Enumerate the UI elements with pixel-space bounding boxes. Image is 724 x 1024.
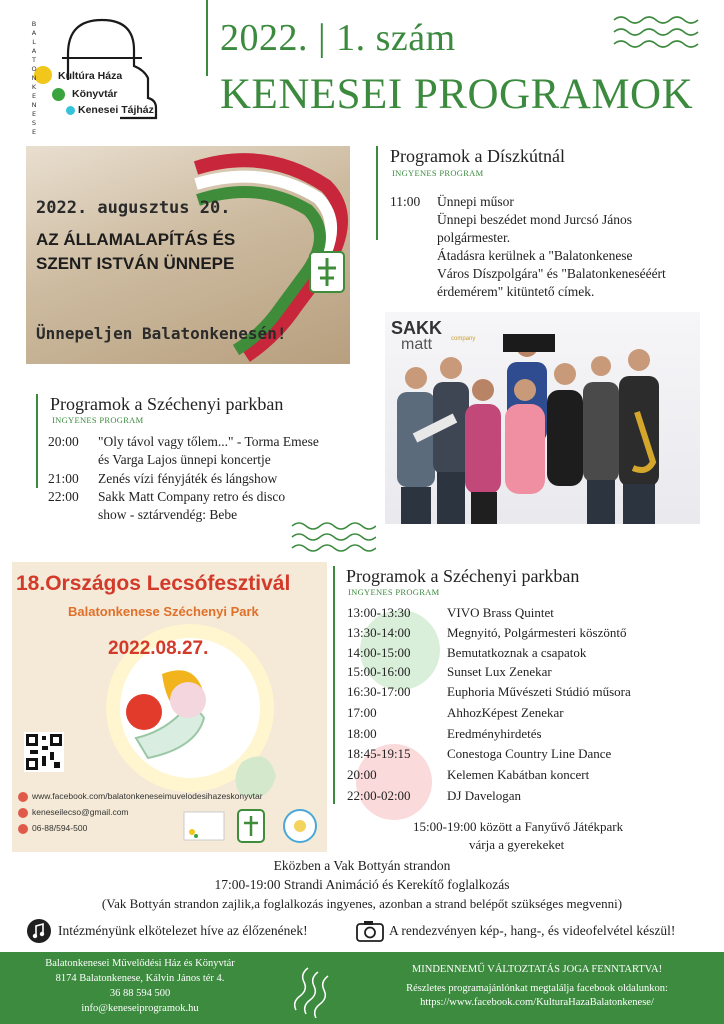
playground-note-2: várja a gyerekeket bbox=[469, 837, 565, 852]
diszkut-line-3: polgármester. bbox=[437, 230, 511, 245]
logo-line-2: Könyvtár bbox=[72, 88, 118, 100]
diszkut-title: Programok a Díszkútnál bbox=[390, 146, 565, 166]
szechenyi2-text-4: Sunset Lux Zenekar bbox=[447, 664, 552, 679]
szechenyi2-time-8: 18:45-19:15 bbox=[347, 746, 411, 761]
logo-line-1: Kultúra Háza bbox=[58, 70, 123, 82]
strand-line-1: Eközben a Vak Bottyán strandon bbox=[273, 858, 451, 873]
szechenyi2-text-8: Conestoga Country Line Dance bbox=[447, 746, 612, 761]
szechenyi2-text-7: Eredményhirdetés bbox=[447, 726, 542, 741]
diszkut-subtitle: INGYENES PROGRAM bbox=[392, 168, 484, 178]
szechenyi2-bar bbox=[333, 566, 335, 804]
szechenyi1-text-2: Zenés vízi fényjáték és lángshow bbox=[98, 471, 278, 486]
diszkut-line-1: Ünnepi műsor bbox=[437, 194, 514, 209]
music-note-icon bbox=[26, 918, 52, 944]
szechenyi2-time-1: 13:00-13:30 bbox=[347, 605, 411, 620]
szechenyi1-subtitle: INGYENES PROGRAM bbox=[52, 415, 144, 425]
szechenyi2-text-6: AhhozKépest Zenekar bbox=[447, 705, 564, 720]
footer bbox=[0, 952, 724, 1024]
szechenyi1-text-3b: show - sztárvendég: Bebe bbox=[98, 507, 238, 522]
band-photo bbox=[385, 312, 700, 524]
footer-details-1: Részletes programajánlónkat megtalálja facebook oldalunkon: bbox=[406, 983, 668, 994]
footer-rights: MINDENNEMŰ VÁLTOZTATÁS JOGA FENNTARTVA! bbox=[411, 964, 663, 975]
szechenyi2-item-9 bbox=[347, 767, 590, 783]
szechenyi2-time-5: 16:30-17:00 bbox=[347, 684, 411, 699]
hero-image bbox=[26, 146, 350, 364]
szechenyi1-time-2: 21:00 bbox=[48, 471, 79, 486]
szechenyi2-text-10: DJ Davelogan bbox=[447, 788, 522, 803]
szechenyi2-item-1 bbox=[347, 605, 554, 621]
szechenyi2-time-2: 13:30-14:00 bbox=[347, 625, 411, 640]
szechenyi2-item-7 bbox=[347, 726, 542, 742]
szechenyi2-text-1: VIVO Brass Quintet bbox=[447, 605, 554, 620]
szechenyi1-item-2 bbox=[48, 470, 368, 488]
szechenyi2-title: Programok a Széchenyi parkban bbox=[346, 566, 580, 586]
szechenyi2-time-3: 14:00-15:00 bbox=[347, 645, 411, 660]
partner-logos-icon bbox=[182, 808, 322, 844]
logo-cyan-dot bbox=[66, 106, 75, 115]
header-divider bbox=[206, 0, 208, 76]
festival-title: 18.Országos Lecsófesztivál bbox=[16, 572, 291, 595]
hero-headline-1: AZ ÁLLAMALAPÍTÁS ÉS bbox=[36, 230, 236, 249]
szechenyi2-time-10: 22:00-02:00 bbox=[347, 788, 411, 803]
wave-decoration-2-icon bbox=[290, 520, 376, 554]
diszkut-line-4: Átadásra kerülnek a "Balatonkenese bbox=[437, 248, 633, 263]
festival-poster bbox=[12, 562, 327, 852]
footer-wave-icon bbox=[290, 960, 338, 1018]
szechenyi1-text-1b: és Varga Lajos ünnepi koncertje bbox=[98, 452, 271, 467]
hero-date: 2022. augusztus 20. bbox=[36, 198, 231, 218]
wave-decoration-icon bbox=[612, 14, 702, 52]
facebook-icon bbox=[18, 792, 28, 802]
szechenyi1-item-1 bbox=[48, 433, 368, 469]
qr-code-icon bbox=[24, 732, 64, 772]
issue-title: 2022. | 1. szám bbox=[220, 17, 456, 59]
szechenyi2-text-9: Kelemen Kabátban koncert bbox=[447, 767, 590, 782]
diszkut-bar bbox=[376, 146, 378, 240]
szechenyi1-bar bbox=[36, 394, 38, 488]
szechenyi2-text-3: Bemutatkoznak a csapatok bbox=[447, 645, 587, 660]
szechenyi2-subtitle: INGYENES PROGRAM bbox=[348, 587, 440, 597]
szechenyi2-item-3 bbox=[347, 645, 587, 661]
szechenyi1-item-3 bbox=[48, 488, 368, 524]
szechenyi2-text-2: Megnyitó, Polgármesteri köszöntő bbox=[447, 625, 627, 640]
festival-facebook: www.facebook.com/balatonkeneseimuvelodesihazeskonyvtar bbox=[32, 791, 263, 801]
szechenyi1-time-3: 22:00 bbox=[48, 489, 79, 504]
festival-email: keneseilecso@gmail.com bbox=[32, 807, 129, 817]
festival-phone: 06-88/594-500 bbox=[32, 823, 88, 833]
szechenyi2-item-6 bbox=[347, 705, 564, 721]
szechenyi1-title: Programok a Széchenyi parkban bbox=[50, 394, 284, 414]
szechenyi2-time-6: 17:00 bbox=[347, 705, 377, 720]
szechenyi2-text-5: Euphoria Művészeti Stúdió műsora bbox=[447, 684, 631, 699]
logo-green-dot bbox=[52, 88, 65, 101]
band-logo-small: company bbox=[451, 336, 476, 342]
szechenyi2-item-4 bbox=[347, 664, 552, 680]
szechenyi2-time-7: 18:00 bbox=[347, 726, 377, 741]
footer-details-2[interactable]: https://www.facebook.com/KulturaHazaBalatonkenese/ bbox=[420, 997, 654, 1008]
strand-line-3: (Vak Bottyán strandon zajlik,a foglalkozás ingyenes, azonban a strand belépőt szükséges megvenni) bbox=[101, 896, 623, 911]
playground-note-1: 15:00-19:00 között a Fanyűvő Játékpark bbox=[413, 819, 624, 834]
festival-date: 2022.08.27. bbox=[108, 638, 209, 659]
notice-music: Intézményünk elkötelezet híve az élőzenének! bbox=[58, 923, 308, 938]
szechenyi1-text-3a: Sakk Matt Company retro és disco bbox=[98, 489, 286, 504]
szechenyi1-time-1: 20:00 bbox=[48, 434, 79, 449]
footer-email: info@keneseiprogramok.hu bbox=[81, 1003, 199, 1014]
camera-icon bbox=[356, 920, 384, 942]
band-logo-top: SAKK bbox=[391, 318, 443, 338]
notice-camera: A rendezvényen kép-, hang-, és videofelvétel készül! bbox=[389, 923, 676, 938]
diszkut-line-2: Ünnepi beszédet mond Jurcsó János bbox=[437, 212, 632, 227]
strand-line-2: 17:00-19:00 Strandi Animáció és Kerekítő foglalkozás bbox=[214, 877, 510, 892]
band-logo-bottom: matt bbox=[401, 336, 433, 353]
logo-vertical-text: BALATONKENESE bbox=[30, 20, 38, 137]
email-icon bbox=[18, 808, 28, 818]
szechenyi1-text-1a: "Oly távol vagy tőlem..." - Torma Emese bbox=[98, 434, 319, 449]
footer-phone: 36 88 594 500 bbox=[109, 988, 171, 999]
festival-location: Balatonkenese Széchenyi Park bbox=[68, 604, 259, 619]
szechenyi2-item-5 bbox=[347, 684, 631, 700]
hero-tagline: Ünnepeljen Balatonkenesén! bbox=[36, 324, 287, 343]
main-title: KENESEI PROGRAMOK bbox=[220, 71, 694, 118]
phone-icon bbox=[18, 824, 28, 834]
footer-org: Balatonkenesei Művelődési Ház és Könyvtár bbox=[45, 958, 235, 969]
logo-line-3: Kenesei Tájház bbox=[78, 104, 154, 116]
diszkut-line-6: érdemérem" kitüntető címek. bbox=[437, 284, 595, 299]
diszkut-line-5: Város Díszpolgára" és "Balatonkenesééért bbox=[437, 266, 666, 281]
logo bbox=[22, 14, 192, 122]
szechenyi2-time-4: 15:00-16:00 bbox=[347, 664, 411, 679]
szechenyi2-item-8 bbox=[347, 746, 612, 762]
footer-address: 8174 Balatonkenese, Kálvin János tér 4. bbox=[55, 973, 225, 984]
szechenyi2-time-9: 20:00 bbox=[347, 767, 377, 782]
szechenyi2-item-10 bbox=[347, 788, 522, 804]
diszkut-time: 11:00 bbox=[390, 194, 421, 209]
szechenyi2-item-2 bbox=[347, 625, 627, 641]
hero-headline-2: SZENT ISTVÁN ÜNNEPE bbox=[36, 254, 235, 273]
band-members-icon bbox=[385, 312, 700, 524]
